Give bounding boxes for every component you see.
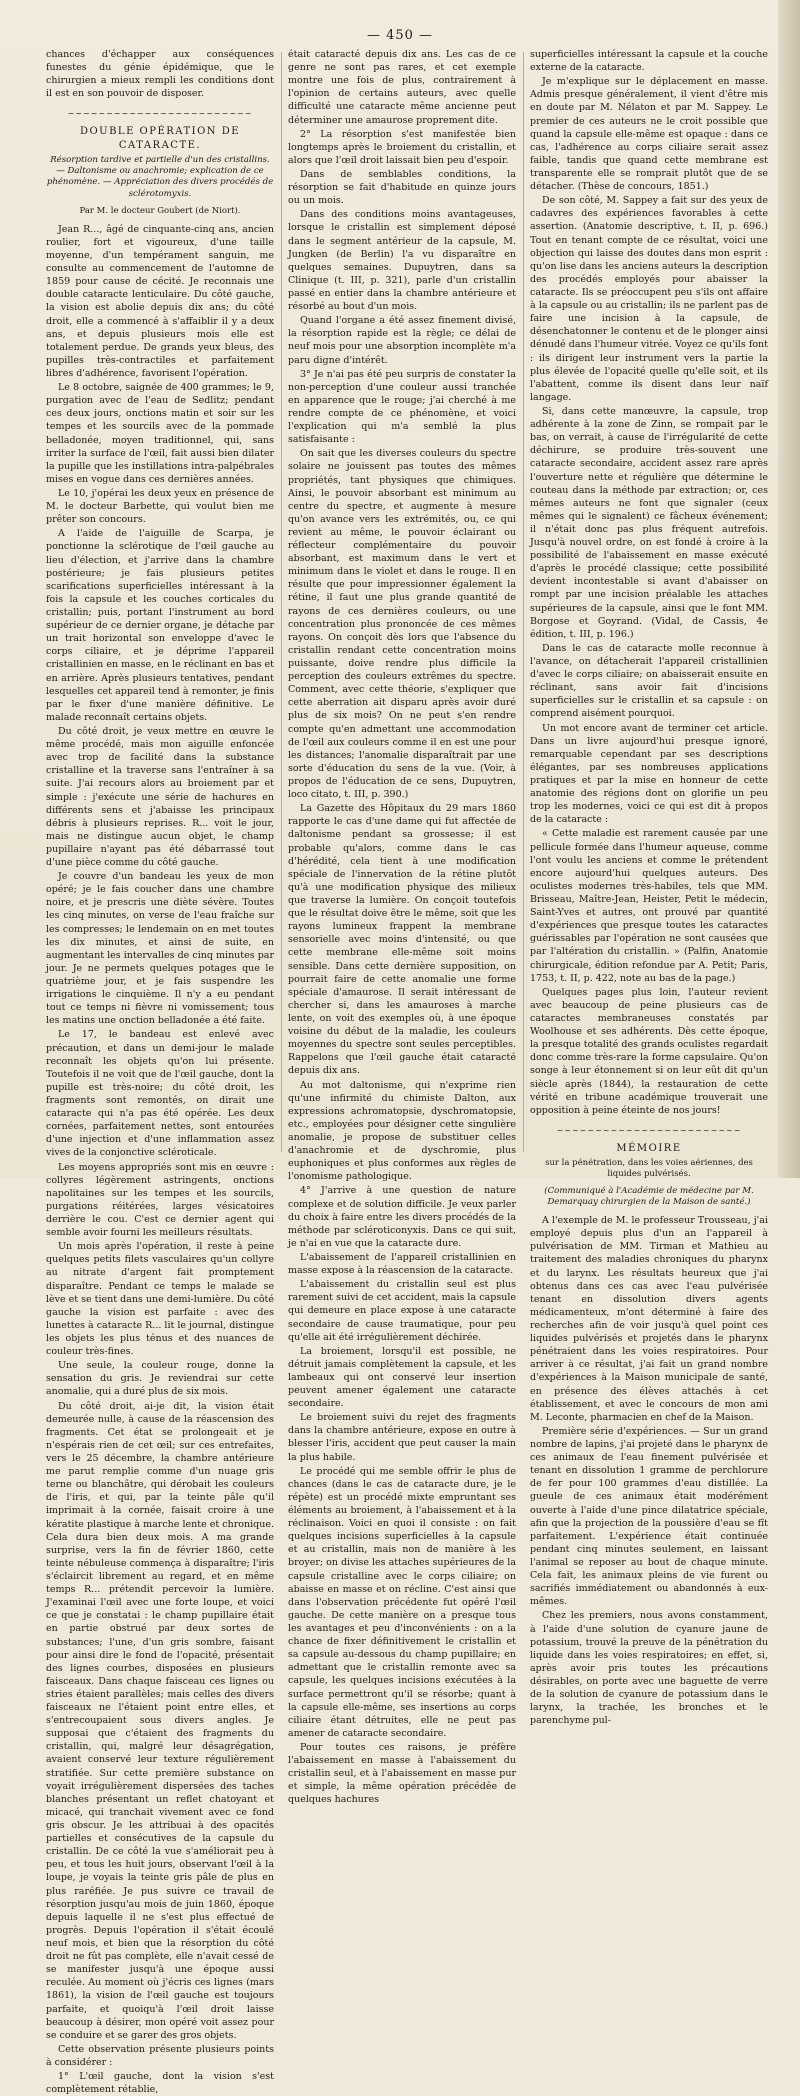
paragraph: Chez les premiers, nous avons constamment, à l'aide d'une solution de cyanure jaune de potassium, trouvé la preuve de la pénétration du liquide dans les voies respiratoires; en effet, si, après avoir pris toutes les précautions désirables, on porte avec une baguette de verre de la solution de cyanure de potassium dans le larynx, la trachée, les bronches et le parenchyme pul- [530, 1610, 768, 1727]
column-1 [46, 48, 274, 2096]
paragraph: A l'exemple de M. le professeur Trousseau, j'ai employé depuis plus d'un an l'appareil à pulvérisation de MM. Tirman et Mathieu au traitement des maladies chroniques du pharynx et du larynx. Les résultats heureux que j'ai obtenus dans ces cas avec l'eau pulvérisée tenant en dissolution divers agents médicamenteux, m'ont déterminé à faire des recherches afin de voir jusqu'à quel point ces liquides pulvérisés et projetés dans le pharynx pénétraient dans les voies respiratoires. Pour arriver à ce résultat, j'ai fait un grand nombre d'expériences à la Maison municipale de santé, en présence des élèves attachés à cet établissement, et avec le concours de mon ami M. Leconte, pharmacien en chef de la Maison. [530, 1215, 768, 1423]
paragraph: Le procédé qui me semble offrir le plus de chances (dans le cas de cataracte dure, je le répète) est un procédé mixte empruntant ses éléments au broiement, à l'abaissement et à la réclinaison. Voici en quoi il consiste : on fait quelques incisions superficielles à la capsule et au cristallin, mais non de manière à les broyer; on divise les attaches supérieures de la capsule cristalline avec le corps ciliaire; on abaisse en masse et on récline. C'est ainsi que dans l'observation précédente fut opéré l'œil gauche. De cette manière on a presque tous les avantages et peu d'inconvénients : on a la chance de fixer définitivement le cristallin et sa capsule au-dessous du champ pupillaire; en admettant que le cristallin remonte avec sa capsule, les quelques incisions exécutées à la surface permettront qu'il se résorbe; quant à la capsule elle-même, ses insertions au corps ciliaire étant détruites, elle ne peut pas amener de cataracte secondaire. [288, 1465, 516, 1739]
paragraph: Dans de semblables conditions, la résorption se fait d'habitude en quinze jours ou un mois. [288, 168, 516, 207]
paragraph: Un mot encore avant de terminer cet article. Dans un livre aujourd'hui presque ignoré, remarquable cependant par ses descriptions élégantes, par ses nombreuses applications pratiques et par la mise en honneur de cette anatomie des régions dont on glorifie un peu trop les modernes, voici ce qui est dit à propos de la cataracte : [530, 722, 768, 826]
paragraph: Le 10, j'opérai les deux yeux en présence de M. le docteur Barbette, qui voulut bien me prêter son concours. [46, 487, 274, 526]
paragraph: La broiement, lorsqu'il est possible, ne détruit jamais complètement la capsule, et les lambeaux qui ont conservé leur insertion peuvent amener également une cataracte secondaire. [288, 1345, 516, 1410]
paragraph: « Cette maladie est rarement causée par une pellicule formée dans l'humeur aqueuse, comme l'ont voulu les anciens et comme le prétendent encore aujourd'hui quelques auteurs. Des oculistes modernes très-habiles, tels que MM. Brisseau, Maître-Jean, Heister, Petit le médecin, Saint-Yves et autres, ont prouvé par quantité d'expériences que presque toutes les cataractes guérissables par l'opération ne sont causées que par l'altération du cristallin. » (Palfin, Anatomie chirurgicale, édition refondue par A. Petit; Paris, 1753, t. II, p. 422, note au bas de la page.) [530, 828, 768, 984]
paragraph: était cataracté depuis dix ans. Les cas de ce genre ne sont pas rares, et cet exemple montre une fois de plus, contrairement à l'opinion de certains auteurs, avec quelle difficulté une cataracte même ancienne peut déterminer une amaurose proprement dite. [288, 49, 516, 126]
paragraph: Si, dans cette manœuvre, la capsule, trop adhérente à la zone de Zinn, se rompait par le bas, on verrait, à cause de l'irrégularité de cette déchirure, se produire très-souvent une cataracte secondaire, accident assez rare après l'ouverture nette et régulière que détermine le couteau dans la méthode par extraction; or, ces mêmes auteurs ne font que signaler (ceux mêmes qui le signalent) ce fâcheux événement; il n'était donc pas plus fréquent autrefois. Jusqu'à nouvel ordre, on est fondé à croire à la possibilité de l'abaissement en masse exécuté d'après le procédé classique; cette possibilité devient incontestable si avant d'abaisser on rompt par une incision préalable les attaches supérieures de la capsule, ainsi que le font MM. Borgose et Goyrand. (Vidal, de Cassis, 4e édition, t. III, p. 196.) [530, 405, 768, 640]
ornament-divider: ~~~~~~~~~~~~~~~~~~~~~~~~ [556, 1125, 742, 1135]
page-number: — 450 — [366, 28, 434, 43]
paragraph: De son côté, M. Sappey a fait sur des yeux de cadavres des expériences favorables à cette assertion. (Anatomie descriptive, t. II, p. 696.) Tout en tenant compte de ce résultat, voici une objection qui laisse des doutes dans mon esprit : qu'on lise dans les anciens auteurs la description des procédés employés pour abaisser la cataracte. Ils se préoccupent peu s'ils ont affaire à la capsule ou au cristallin; ils ne parlent pas de faire une incision à la capsule, de désenchatonner le contenu et de le plonger ainsi dénudé dans l'humeur vitrée. Voyez ce qu'ils font : ils dirigent leur instrument vers la partie la plus élevée de l'opacité quelle qu'elle soit, et ils l'abattent, comme ils disent dans leur naïf langage. [530, 195, 768, 403]
paragraph: 3° Je n'ai pas été peu surpris de constater la non-perception d'une couleur aussi tranchée en apparence que le rouge; j'ai cherché à me rendre compte de ce phénomène, et voici l'explication qui m'a semblé la plus satisfaisante : [288, 368, 516, 446]
paragraph: Une seule, la couleur rouge, donne la sensation du gris. Je reviendrai sur cette anomalie, qui a duré plus de six mois. [46, 1360, 274, 1398]
column-2 [288, 48, 516, 1806]
column-divider [523, 52, 524, 1152]
paragraph: 1° L'œil gauche, dont la vision s'est complètement rétablie, [46, 2071, 274, 2096]
memoir-byline: (Communiqué à l'Académie de médecine par M. Demarquay chirurgien de la Maison de santé.) [544, 1185, 754, 1207]
paragraph: Le 17, le bandeau est enlevé avec précaution, et dans un demi-jour le malade reconnaît les objets qu'on lui présente. Toutefois il ne voit que de l'œil gauche, dont la pupille est très-noire; du côté droit, les fragments sont remontés, on dirait une cataracte qui n'a pas été opérée. Les deux cornées, parfaitement nettes, sont entourées d'une injection et d'une inflammation assez vives de la conjonctive scléroticale. [46, 1029, 274, 1159]
paragraph: L'abaissement de l'appareil cristallinien en masse expose à la réascension de la cataracte. [288, 1251, 516, 1277]
paragraph: Le broiement suivi du rejet des fragments dans la chambre antérieure, expose en outre à blesser l'iris, accident que peut causer la main la plus habile. [288, 1412, 516, 1463]
paragraph: Jean R..., âgé de cinquante-cinq ans, ancien roulier, fort et vigoureux, d'une taille moyenne, d'un tempérament sanguin, me consulte au commencement de l'automne de 1859 pour cause de cécité. Je reconnais une double cataracte lenticulaire. Du côté gauche, la vision est abolie depuis dix ans; du côté droit, elle a commencé à s'affaiblir il y a deux ans, et depuis plusieurs mois elle est totalement perdue. De grands yeux bleus, des pupilles très-contractiles et parfaitement libres d'adhérence, favorisent l'opération. [46, 223, 274, 379]
paragraph: Dans des conditions moins avantageuses, lorsque le cristallin est simplement déposé dans le segment antérieur de la capsule, M. Jungken (de Berlin) l'a vu disparaître en quelques semaines. Dupuytren, dans sa Clinique (t. III, p. 321), parle d'un cristallin passé en entier dans la chambre antérieure et résorbé au bout d'un mois. [288, 209, 516, 313]
paragraph: Je couvre d'un bandeau les yeux de mon opéré; je le fais coucher dans une chambre noire, et je prescris une diète sévère. Toutes les cinq minutes, on verse de l'eau fraîche sur les compresses; le lendemain on en met toutes les dix minutes, et ainsi de suite, en augmentant les intervalles de cinq minutes par jour. Je ne permets quelques potages que le quatrième jour, et je fais suspendre les irrigations le cinquième. Il n'y a eu pendant tout ce temps ni fièvre ni vomissement; tous les matins une onction belladonée a été faite. [46, 871, 274, 1027]
memoir-title: MÉMOIRE [616, 1142, 682, 1154]
paragraph: Cette observation présente plusieurs points à considérer : [46, 2043, 274, 2068]
paragraph: Première série d'expériences. — Sur un grand nombre de lapins, j'ai projeté dans le pharynx de ces animaux de l'eau finement pulvérisée et tenant en dissolution 1 gramme de perchlorure de fer pour 100 grammes d'eau distillée. La gueule de ces animaux était modérément ouverte à l'aide d'une pince dilatatrice spéciale, afin que la projection de la poussière d'eau se fît parfaitement. L'expérience était continuée pendant cinq minutes seulement, en laissant l'animal se reposer au bout de chaque minute. Cela fait, les animaux pleins de vie furent ou sacrifiés immédiatement ou abandonnés à eux-mêmes. [530, 1425, 768, 1608]
paragraph: 2° La résorption s'est manifestée bien longtemps après le broiement du cristallin, et alors que l'œil droit laissait bien peu d'espoir. [288, 128, 516, 166]
paragraph: Du côté droit, ai-je dit, la vision était demeurée nulle, à cause de la réascension des fragments. Cet état se prolongeait et je n'espérais rien de cet œil; sur ces entrefaites, vers le 25 décembre, la chambre antérieure me parut remplie comme d'un nuage gris terne ou blanchâtre, qui dérobait les couleurs de l'iris, et qui, par la teinte pâle qu'il imprimait à la cornée, faisait croire à une kératite plastique à marche lente et chronique. Cela dura bien deux mois. A ma grande surprise, vers la fin de février 1860, cette teinte nébuleuse commença à disparaître; l'iris s'éclaircit librement au regard, et en même temps R... prétendit percevoir la lumière. J'examinai l'œil avec une forte loupe, et voici ce que je constatai : le champ pupillaire était en partie obstrué par deux sortes de substances; l'une, d'un gris sombre, faisant pour ainsi dire le fond de l'opacité, présentait des lignes courbes, disposées en plusieurs faisceaux. Dans chaque faisceau ces lignes ou stries étaient parallèles; mais celles des divers faisceaux ne l'étaient point entre elles, et s'entrecoupaient sous divers angles. Je supposai que c'étaient des fragments du cristallin, qui, malgré leur désagrégation, avaient conservé leur texture régulièrement stratifiée. Sur cette première substance on voyait irrégulièrement dispersées des taches blanches présentant un reflet chatoyant et micacé, qui tranchait vivement avec ce fond gris obscur. Je les attribuai à des opacités partielles et consécutives de la capsule du cristallin. De ce côté la vue s'améliorait peu à peu, et tous les huit jours, observant l'œil à la loupe, je voyais la teinte gris pâle de plus en plus raréfiée. Je pus suivre ce travail de résorption jusqu'au mois de juin 1860, époque depuis laquelle il ne s'est plus effectué de progrès. Depuis l'opération il s'était écoulé neuf mois, et bien que la résorption du côté droit ne fût pas complète, elle n'avait cessé de se manifester jusqu'à une époque aussi reculée. Au moment où j'écris ces lignes (mars 1861), la vision de l'œil gauche est toujours parfaite, et quoiqu'à l'œil droit laisse beaucoup à désirer, mon opéré voit assez pour se conduire et se garer des gros objets. [46, 1400, 274, 2041]
column-3 [530, 48, 768, 1727]
paragraph: Un mois après l'opération, il reste à peine quelques petits filets vasculaires qu'un collyre au nitrate d'argent fait promptement disparaître. Pendant ce temps le malade se lève et se tient dans une demi-lumière. Du côté gauche la vision est parfaite : avec des lunettes à cataracte R... lit le journal, distingue les objets les plus ténus et des nuances de couleur très-fines. [46, 1241, 274, 1358]
paragraph: Dans le cas de cataracte molle reconnue à l'avance, on détacherait l'appareil cristallinien d'avec le corps ciliaire; on abaisserait ensuite en réclinant, sans avoir fait d'incisions superficielles sur le cristallin et sa capsule : on comprend aisément pourquoi. [530, 642, 768, 720]
paragraph: Au mot daltonisme, qui n'exprime rien qu'une infirmité du chimiste Dalton, aux expressions achromatopsie, dyschromatopsie, etc., employées pour désigner cette singulière anomalie, je propose de substituer celles d'anachromie et de dyschromie, plus euphoniques et plus conformes aux règles de l'onomisme pathologique. [288, 1079, 516, 1183]
article-subtitle: Résorption tardive et partielle d'un des cristallins. — Daltonisme ou anachromie; explication de ce phénomène. — Appréciation des divers procédés de sclérotomyxis. [46, 155, 274, 199]
paragraph: A l'aide de l'aiguille de Scarpa, je ponctionne la sclérotique de l'œil gauche au lieu d'élection, et j'arrive dans la chambre postérieure; je fais plusieurs petites scarifications superficielles intéressant à la fois la capsule et les couches corticales du cristallin; puis, portant l'instrument au bord supérieur de ce dernier organe, je détache par un trait horizontal son enveloppe d'avec le corps ciliaire, et je déprime l'appareil cristallinien en masse, en le réclinant en bas et en arrière. Après plusieurs tentatives, pendant lesquelles cet appareil tend à remonter, je finis par le fixer d'une manière définitive. Le malade reconnaît certains objets. [46, 528, 274, 723]
paragraph: Du côté droit, je veux mettre en œuvre le même procédé, mais mon aiguille enfoncée avec trop de facilité dans la substance cristalline et la traverse sans l'entraîner à sa suite. J'ai recours alors au broiement par et simple : j'exécute une série de hachures en différents sens et j'abaisse les principaux débris à plusieurs reprises. R... voit le jour, mais ne distingue aucun objet, le champ pupillaire n'ayant pas été débarrassé tout d'une pièce comme du côté gauche. [46, 725, 274, 869]
column-divider [281, 52, 282, 1152]
paragraph: 4° J'arrive à une question de nature complexe et de solution difficile. Je veux parler du choix à faire entre les divers procédés de la méthode par scléroticonyxis. Dans ce qui suit, je n'ai en vue que la cataracte dure. [288, 1185, 516, 1249]
page-edge [778, 0, 800, 1178]
ornament-divider: ~~~~~~~~~~~~~~~~~~~~~~~~ [67, 109, 253, 119]
intro-paragraph: chances d'échapper aux conséquences funestes du génie épidémique, que le chirurgien a mieux rempli les conditions dont il est en son pouvoir de disposer. [46, 49, 274, 100]
article-byline: Par M. le docteur Goubert (de Niort). [79, 205, 241, 216]
paragraph: Quand l'organe a été assez finement divisé, la résorption rapide est la règle; ce délai de neuf mois pour une absorption incomplète m'a paru digne d'intérêt. [288, 315, 516, 366]
article-title: DOUBLE OPÉRATION DE CATARACTE. [79, 126, 241, 152]
paragraph: Quelques pages plus loin, l'auteur revient avec beaucoup de peine plusieurs cas de cataractes membraneuses constatés par Woolhouse et ses adhérents. Dès cette époque, la presque totalité des grands oculistes regardait donc comme très-rare la forme capsulaire. Qu'on songe à leur étonnement si on leur eût dit qu'un siècle après (1844), la restauration de cette vérité en tribune académique trouverait une opposition à peine éteinte de nos jours! [530, 986, 768, 1116]
memoir-subtitle: sur la pénétration, dans les voies aériennes, des liquides pulvérisés. [545, 1157, 753, 1179]
paragraph: Les moyens appropriés sont mis en œuvre : collyres légèrement astringents, onctions napolitaines sur les tempes et les sourcils, purgations réitérées, larges vésicatoires derrière le cou. C'est ce dernier agent qui semble avoir fourni les meilleurs résultats. [46, 1161, 274, 1239]
paragraph: Le 8 octobre, saignée de 400 grammes; le 9, purgation avec de l'eau de Sedlitz; pendant ces deux jours, onctions matin et soir sur les tempes et les sourcils avec de la pommade belladonée, moyen traditionnel, qui, sans irriter la surface de l'œil, fait aussi bien dilater la pupille que les instillations intra-palpébrales mises en vogue dans ces dernières années. [46, 382, 274, 485]
paragraph: Pour toutes ces raisons, je préfère l'abaissement en masse à l'abaissement du cristallin seul, et à l'abaissement en masse pur et simple, la même opération précédée de quelques hachures [288, 1742, 516, 1806]
paragraph: superficielles intéressant la capsule et la couche externe de la cataracte. [530, 49, 768, 74]
paragraph: Je m'explique sur le déplacement en masse. Admis presque généralement, il vient d'être mis en doute par M. Nélaton et par M. Sappey. Le premier de ces auteurs ne le croit possible que quand la capsule elle-même est opaque : dans ce cas, l'adhérence au corps ciliaire serait assez faible, tandis que quand cette membrane est transparente elle se romprait plutôt que de se détacher. (Thèse de concours, 1851.) [530, 76, 768, 193]
paragraph: La Gazette des Hôpitaux du 29 mars 1860 rapporte le cas d'une dame qui fut affectée de daltonisme pendant sa grossesse; il est probable qu'alors, comme dans le cas d'hérédité, cela tient à une modification spéciale de l'innervation de la rétine plutôt qu'à une modification physique des milieux que traverse la lumière. On conçoit toutefois que le résultat doive être le même, soit que les rayons lumineux frappent la membrane sensorielle avec moins d'intensité, ou que cette membrane elle-même soit moins sensible. Dans cette dernière supposition, on pourrait faire de cette anomalie une forme spéciale d'amaurose. Il serait intéressant de chercher si, dans les amauroses à marche lente, on voit des exemples où, à une époque voisine du début de la maladie, les couleurs moyennes du spectre sont seules perceptibles. Rappelons que l'œil gauche était cataracté depuis dix ans. [288, 803, 516, 1077]
paragraph: On sait que les diverses couleurs du spectre solaire ne jouissent pas toutes des mêmes propriétés, tant physiques que chimiques. Ainsi, le pouvoir absorbant est minimum au centre du spectre, et augmente à mesure qu'on avance vers les extrémités, ou, ce qui revient au même, le pouvoir éclairant ou réflecteur complémentaire du pouvoir absorbant, est maximum dans le vert et minimum dans le violet et dans le rouge. Il en résulte que pour impressionner également la rétine, il faut une plus grande quantité de rayons de ces dernières couleurs, ou une concentration plus prononcée de ces mêmes rayons. On conçoit dès lors que l'absence du cristallin rendant cette concentration moins puissante, doive rendre plus difficile la perception des couleurs extrêmes du spectre. Comment, avec cette théorie, s'expliquer que cette aberration ait disparu après avoir duré plus de six mois? On ne peut s'en rendre compte qu'en admettant une accommodation de l'œil aux couleurs comme il en est une pour les distances; l'anomalie disparaîtrait par une sorte d'éducation du sens de la vue. (Voir, à propos de l'éducation de ce sens, Dupuytren, loco citato, t. III, p. 390.) [288, 448, 516, 801]
paragraph: L'abaissement du cristallin seul est plus rarement suivi de cet accident, mais la capsule qui demeure en place expose à une cataracte secondaire de cause traumatique, pour peu qu'elle ait été irrégulièrement déchirée. [288, 1279, 516, 1343]
